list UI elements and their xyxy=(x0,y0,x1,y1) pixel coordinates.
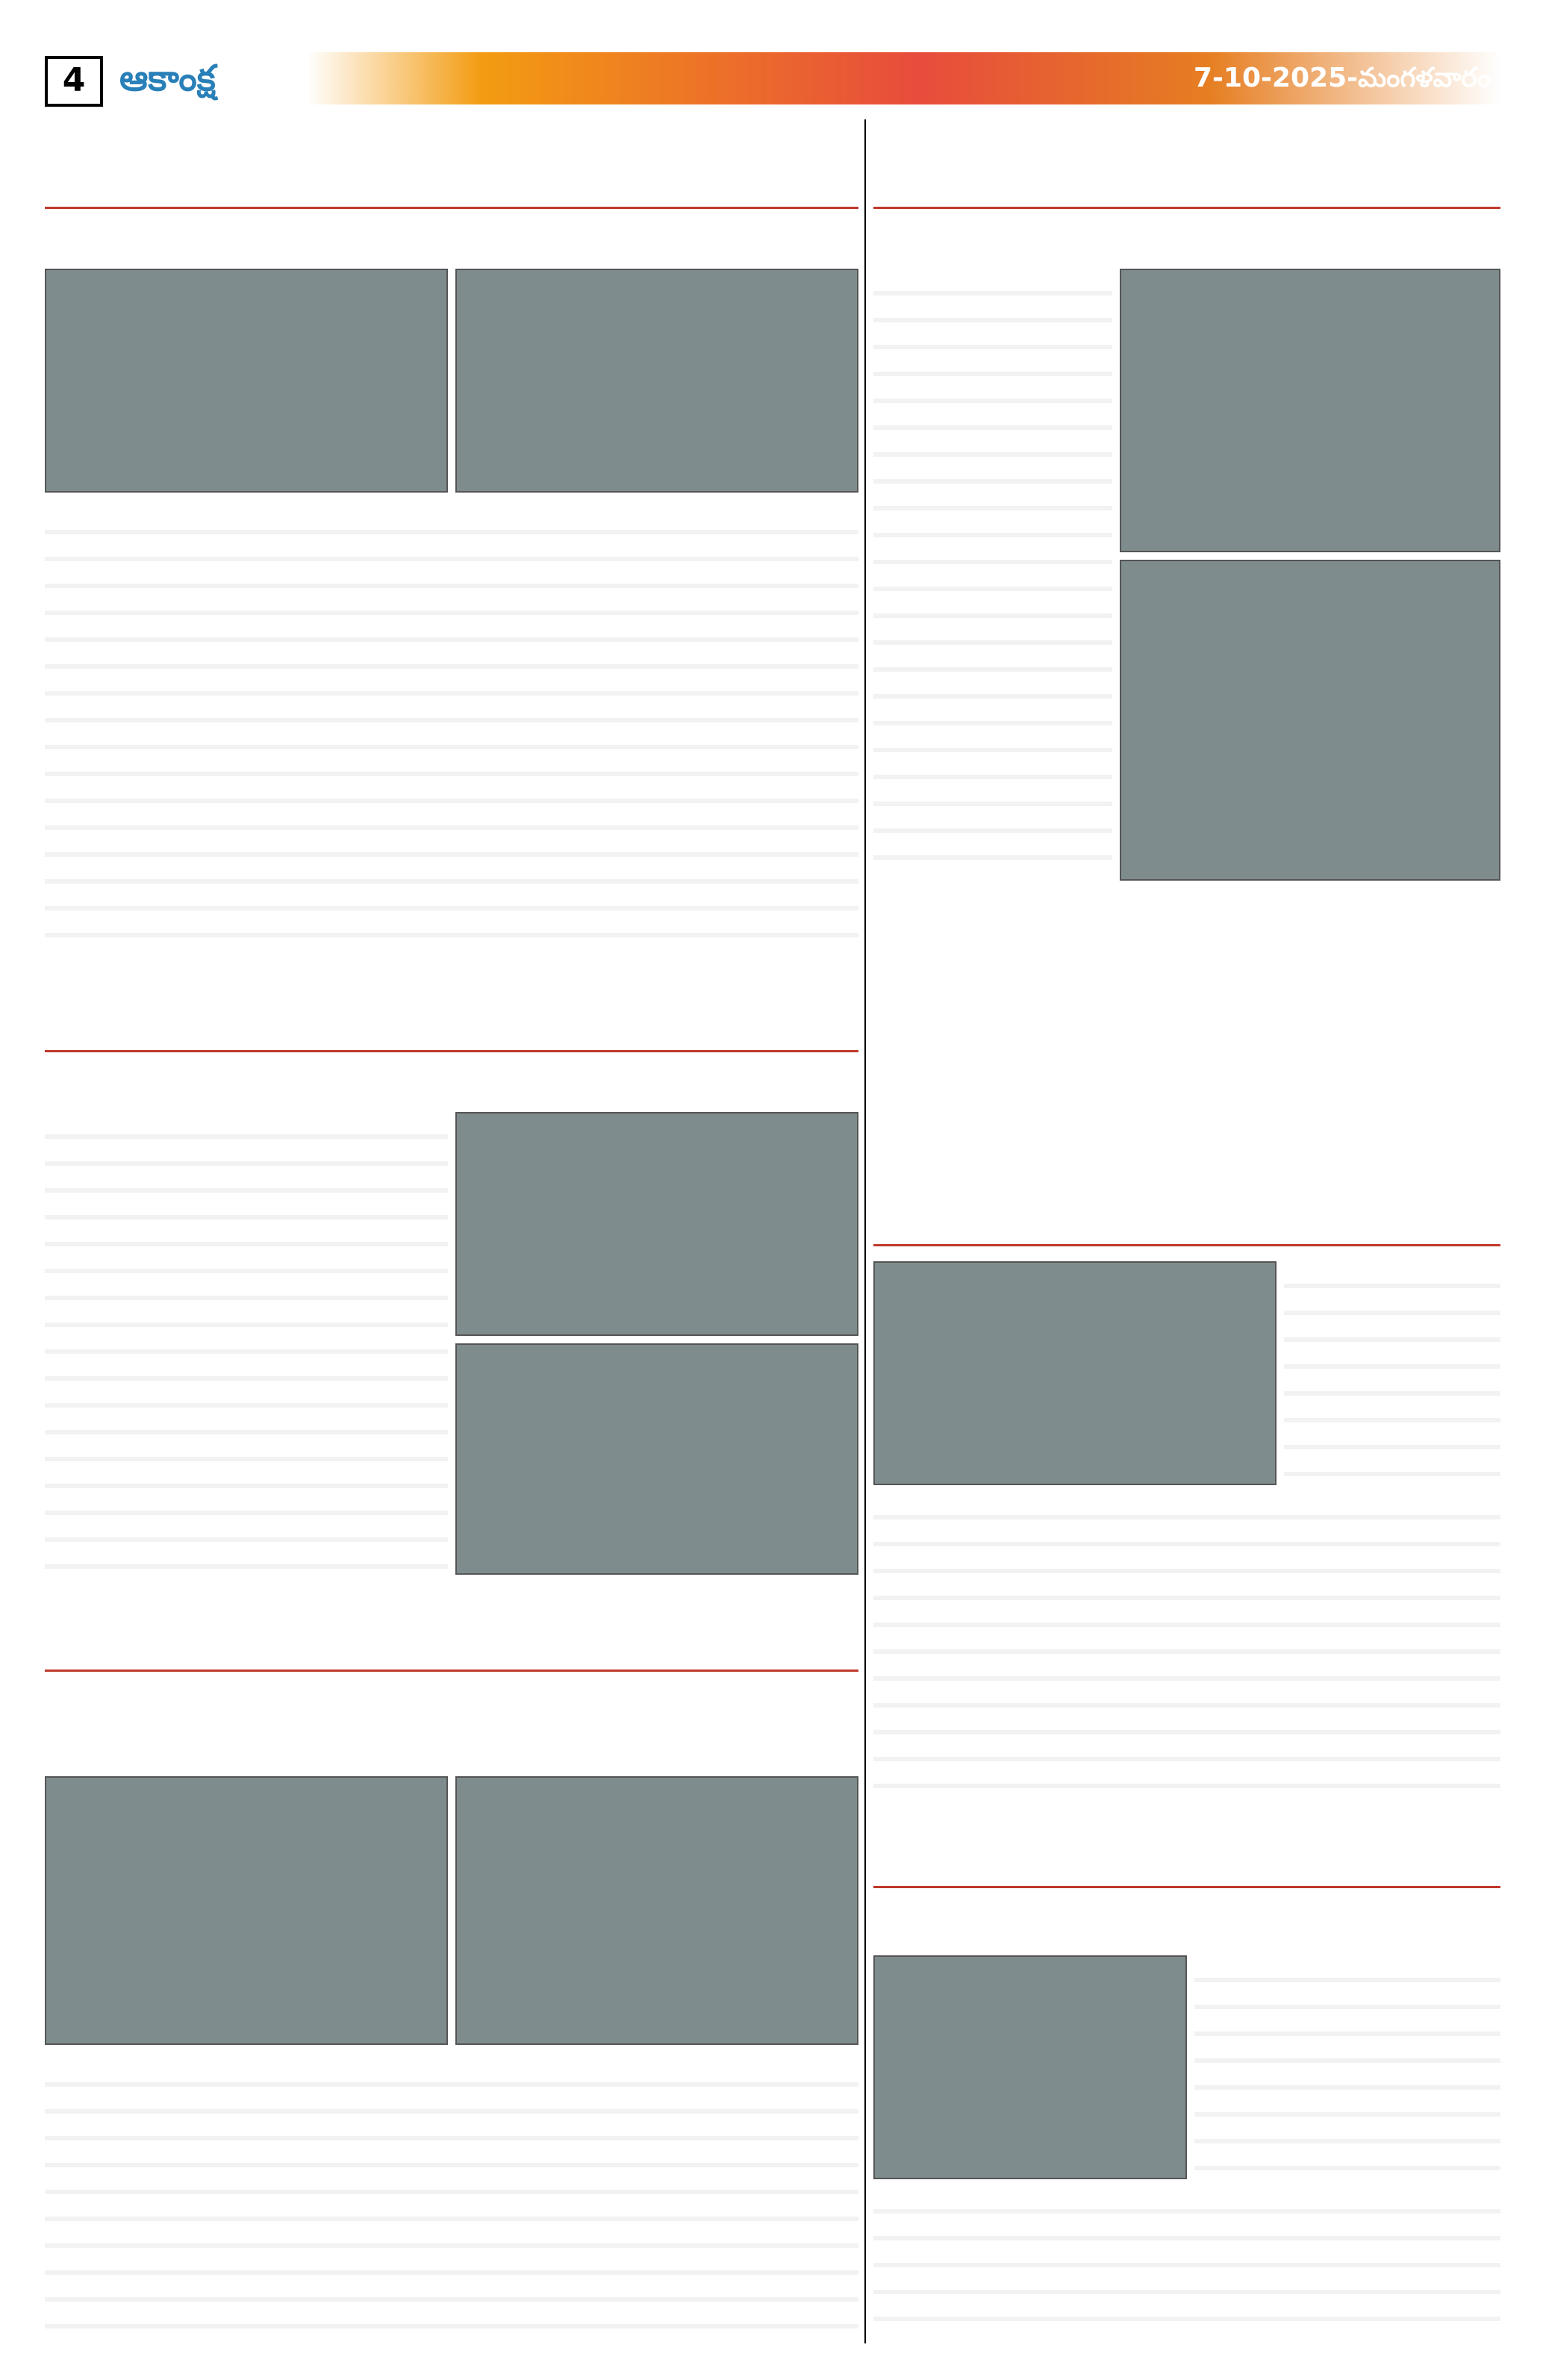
article-5-body xyxy=(45,2060,858,2343)
article-6-body-top xyxy=(1194,1955,1500,2179)
article-4-body-top xyxy=(1284,1261,1500,1485)
column-divider xyxy=(864,119,866,2343)
article-1-headline xyxy=(45,119,858,209)
article-3-body xyxy=(45,1112,448,1575)
article-2-photo-bottom xyxy=(1120,560,1500,881)
article-2-body xyxy=(873,269,1112,881)
article-1-photo-right xyxy=(455,269,858,493)
article-3-headline xyxy=(45,970,858,1052)
article-3-photo-bottom xyxy=(455,1343,858,1575)
article-1-body xyxy=(45,507,858,955)
article-1-photo-left xyxy=(45,269,448,493)
article-6-subheadline xyxy=(873,1896,1500,1940)
article-4-body xyxy=(873,1493,1500,1806)
article-5-photo-right xyxy=(455,1776,858,2045)
article-5-headline xyxy=(45,1590,858,1672)
article-1-subheadline xyxy=(45,216,858,261)
article-4-photo xyxy=(873,1261,1277,1485)
article-5-subheadline xyxy=(45,1679,858,1769)
article-2-headline xyxy=(873,119,1500,209)
article-2-photo-top xyxy=(1120,269,1500,552)
article-3-subheadline xyxy=(45,1060,858,1105)
masthead-logo: ఆకాంక్ష xyxy=(119,57,216,99)
issue-date: 7-10-2025-మంగళవారం xyxy=(1193,63,1491,93)
article-5-photo-left xyxy=(45,1776,448,2045)
article-6-photo xyxy=(873,1955,1187,2179)
article-3-photo-top xyxy=(455,1112,858,1336)
article-2-subheadline xyxy=(873,216,1500,261)
article-6-body xyxy=(873,2187,1500,2343)
article-4-headline xyxy=(873,1164,1500,1246)
page-number: 4 xyxy=(45,56,103,107)
article-6-headline xyxy=(873,1821,1500,1888)
